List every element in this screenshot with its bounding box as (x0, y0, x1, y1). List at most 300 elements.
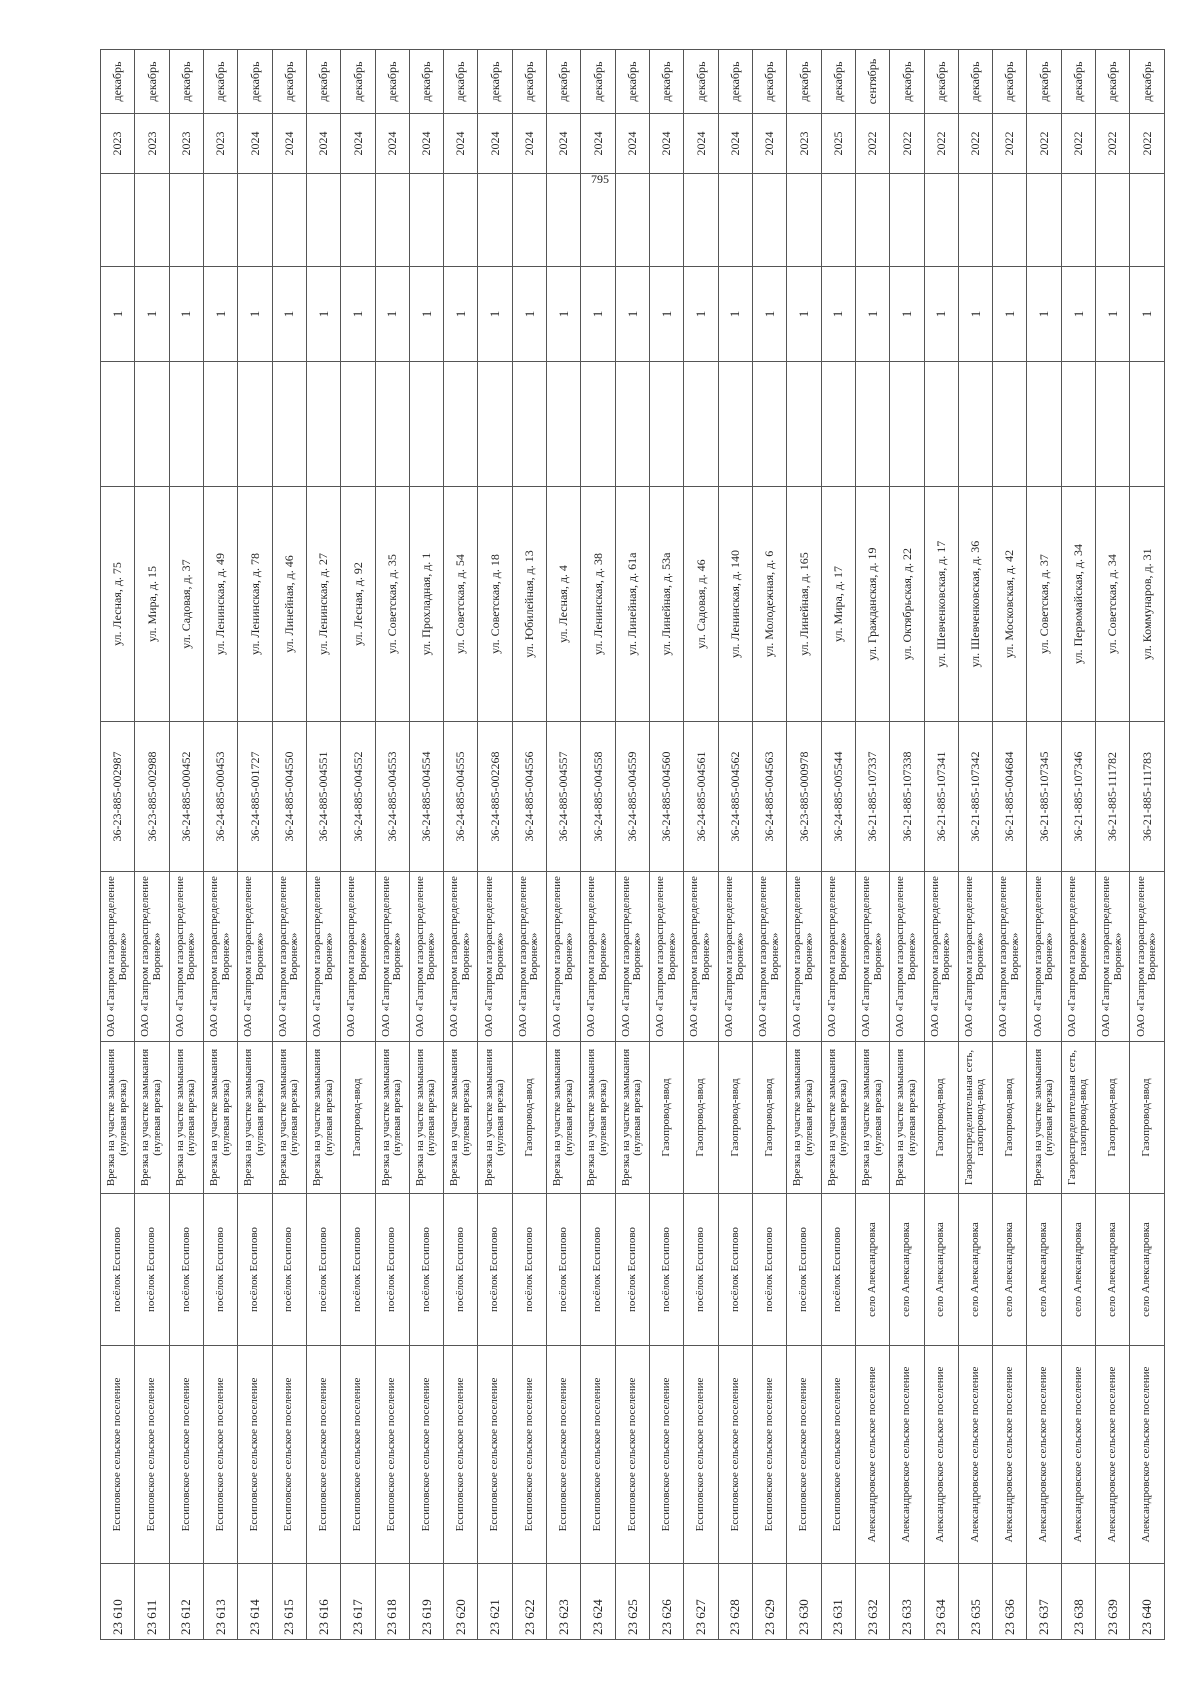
municipality-cell: Ессиповское сельское поселение (135, 1346, 169, 1564)
month-cell: сентябрь (855, 50, 889, 114)
quantity-cell: 1 (924, 267, 958, 362)
settlement-cell: посёлок Ессипово (444, 1194, 478, 1346)
empty-cell (855, 174, 889, 267)
row-number: 23 628 (718, 1564, 752, 1640)
table-row (821, 50, 855, 1640)
month-cell: декабрь (650, 50, 684, 114)
settlement-cell: посёлок Ессипово (272, 1194, 306, 1346)
object-code-cell: 36-21-885-004684 (993, 722, 1027, 872)
month-cell: декабрь (101, 50, 135, 114)
object-cell: Врезка на участке замыкания (нулевая врезка) (787, 1042, 821, 1194)
year-cell: 2023 (135, 114, 169, 174)
table-row (444, 50, 478, 1640)
empty-cell (993, 174, 1027, 267)
quantity-cell: 1 (650, 267, 684, 362)
month-cell: декабрь (615, 50, 649, 114)
organization-cell: ОАО «Газпром газораспределение Воронеж» (444, 872, 478, 1042)
address-cell: ул. Ленинская, д. 78 (238, 487, 272, 722)
municipality-cell: Ессиповское сельское поселение (306, 1346, 340, 1564)
object-code-cell: 36-24-885-005544 (821, 722, 855, 872)
quantity-cell: 1 (135, 267, 169, 362)
empty-cell (341, 174, 375, 267)
address-cell: ул. Советская, д. 37 (1027, 487, 1061, 722)
quantity-cell: 1 (821, 267, 855, 362)
table-row (924, 50, 958, 1640)
quantity-cell: 1 (1096, 267, 1130, 362)
object-code-cell: 36-24-885-004559 (615, 722, 649, 872)
month-cell: декабрь (341, 50, 375, 114)
row-number: 23 613 (203, 1564, 237, 1640)
table-row (512, 50, 546, 1640)
year-cell: 2024 (547, 114, 581, 174)
object-code-cell: 36-21-885-107341 (924, 722, 958, 872)
municipality-cell: Ессиповское сельское поселение (821, 1346, 855, 1564)
settlement-cell: село Александровка (890, 1194, 924, 1346)
municipality-cell: Александровское сельское поселение (1096, 1346, 1130, 1564)
empty-cell (684, 362, 718, 487)
object-cell: Врезка на участке замыкания (нулевая врезка) (169, 1042, 203, 1194)
year-cell: 2023 (203, 114, 237, 174)
empty-cell (1061, 362, 1095, 487)
quantity-cell: 1 (1061, 267, 1095, 362)
organization-cell: ОАО «Газпром газораспределение Воронеж» (718, 872, 752, 1042)
empty-cell (890, 174, 924, 267)
row-number: 23 624 (581, 1564, 615, 1640)
row-number: 23 631 (821, 1564, 855, 1640)
year-cell: 2024 (375, 114, 409, 174)
table-row (101, 50, 135, 1640)
empty-cell (787, 362, 821, 487)
object-code-cell: 36-23-885-002988 (135, 722, 169, 872)
object-cell: Врезка на участке замыкания (нулевая врезка) (203, 1042, 237, 1194)
object-cell: Врезка на участке замыкания (нулевая врезка) (547, 1042, 581, 1194)
municipality-cell: Ессиповское сельское поселение (512, 1346, 546, 1564)
row-number: 23 612 (169, 1564, 203, 1640)
object-code-cell: 36-24-885-001727 (238, 722, 272, 872)
month-cell: декабрь (752, 50, 786, 114)
year-cell: 2024 (238, 114, 272, 174)
object-cell: Газопровод-ввод (684, 1042, 718, 1194)
quantity-cell: 1 (958, 267, 992, 362)
object-code-cell: 36-24-885-004563 (752, 722, 786, 872)
year-cell: 2022 (1027, 114, 1061, 174)
settlement-cell: посёлок Ессипово (478, 1194, 512, 1346)
table-row (993, 50, 1027, 1640)
quantity-cell: 1 (718, 267, 752, 362)
empty-cell (752, 362, 786, 487)
year-cell: 2024 (512, 114, 546, 174)
object-code-cell: 36-24-885-000453 (203, 722, 237, 872)
empty-cell (1130, 174, 1165, 267)
empty-cell (203, 174, 237, 267)
table-row (752, 50, 786, 1640)
quantity-cell: 1 (890, 267, 924, 362)
settlement-cell: село Александровка (855, 1194, 889, 1346)
table-row (375, 50, 409, 1640)
object-code-cell: 36-24-885-004551 (306, 722, 340, 872)
settlement-cell: село Александровка (958, 1194, 992, 1346)
empty-cell (169, 362, 203, 487)
year-cell: 2024 (444, 114, 478, 174)
municipality-cell: Ессиповское сельское поселение (101, 1346, 135, 1564)
object-code-cell: 36-21-885-111783 (1130, 722, 1165, 872)
page-number: 795 (591, 172, 609, 186)
table-row (581, 50, 615, 1640)
address-cell: ул. Октябрьская, д. 22 (890, 487, 924, 722)
settlement-cell: посёлок Ессипово (409, 1194, 443, 1346)
address-cell: ул. Гражданская, д. 19 (855, 487, 889, 722)
year-cell: 2023 (169, 114, 203, 174)
empty-cell (478, 362, 512, 487)
object-code-cell: 36-24-885-004556 (512, 722, 546, 872)
organization-cell: ОАО «Газпром газораспределение Воронеж» (101, 872, 135, 1042)
month-cell: декабрь (306, 50, 340, 114)
row-number: 23 623 (547, 1564, 581, 1640)
settlement-cell: село Александровка (1096, 1194, 1130, 1346)
row-number: 23 638 (1061, 1564, 1095, 1640)
object-cell: Газопровод-ввод (924, 1042, 958, 1194)
empty-cell (169, 174, 203, 267)
organization-cell: ОАО «Газпром газораспределение Воронеж» (1061, 872, 1095, 1042)
settlement-cell: посёлок Ессипово (650, 1194, 684, 1346)
organization-cell: ОАО «Газпром газораспределение Воронеж» (752, 872, 786, 1042)
municipality-cell: Ессиповское сельское поселение (718, 1346, 752, 1564)
object-code-cell: 36-21-885-107338 (890, 722, 924, 872)
empty-cell (924, 174, 958, 267)
object-code-cell: 36-24-885-004558 (581, 722, 615, 872)
object-code-cell: 36-23-885-000978 (787, 722, 821, 872)
municipality-cell: Александровское сельское поселение (924, 1346, 958, 1564)
address-cell: ул. Линейная, д. 61а (615, 487, 649, 722)
settlement-cell: посёлок Ессипово (684, 1194, 718, 1346)
month-cell: декабрь (238, 50, 272, 114)
settlement-cell: посёлок Ессипово (135, 1194, 169, 1346)
municipality-cell: Ессиповское сельское поселение (272, 1346, 306, 1564)
row-number: 23 634 (924, 1564, 958, 1640)
object-cell: Газораспределительная сеть, газопровод-ввод (1061, 1042, 1095, 1194)
month-cell: декабрь (821, 50, 855, 114)
organization-cell: ОАО «Газпром газораспределение Воронеж» (855, 872, 889, 1042)
object-cell: Газопровод-ввод (752, 1042, 786, 1194)
quantity-cell: 1 (993, 267, 1027, 362)
settlement-cell: посёлок Ессипово (238, 1194, 272, 1346)
empty-cell (787, 174, 821, 267)
month-cell: декабрь (958, 50, 992, 114)
object-code-cell: 36-24-885-004552 (341, 722, 375, 872)
row-number: 23 626 (650, 1564, 684, 1640)
month-cell: декабрь (169, 50, 203, 114)
municipality-cell: Александровское сельское поселение (1061, 1346, 1095, 1564)
address-cell: ул. Первомайская, д. 34 (1061, 487, 1095, 722)
quantity-cell: 1 (684, 267, 718, 362)
year-cell: 2022 (1096, 114, 1130, 174)
object-cell: Врезка на участке замыкания (нулевая врезка) (444, 1042, 478, 1194)
empty-cell (375, 174, 409, 267)
organization-cell: ОАО «Газпром газораспределение Воронеж» (615, 872, 649, 1042)
table-row (169, 50, 203, 1640)
object-code-cell: 36-24-885-004550 (272, 722, 306, 872)
organization-cell: ОАО «Газпром газораспределение Воронеж» (203, 872, 237, 1042)
quantity-cell: 1 (169, 267, 203, 362)
rotated-table-wrapper (100, 50, 1165, 1640)
object-code-cell: 36-24-885-004557 (547, 722, 581, 872)
object-code-cell: 36-24-885-002268 (478, 722, 512, 872)
table-row (1096, 50, 1130, 1640)
empty-cell (821, 174, 855, 267)
empty-cell (547, 362, 581, 487)
settlement-cell: село Александровка (1130, 1194, 1165, 1346)
settlement-cell: посёлок Ессипово (306, 1194, 340, 1346)
row-number: 23 621 (478, 1564, 512, 1640)
row-number: 23 637 (1027, 1564, 1061, 1640)
address-cell: ул. Ленинская, д. 38 (581, 487, 615, 722)
month-cell: декабрь (547, 50, 581, 114)
empty-cell (478, 174, 512, 267)
year-cell: 2022 (855, 114, 889, 174)
organization-cell: ОАО «Газпром газораспределение Воронеж» (238, 872, 272, 1042)
month-cell: декабрь (1096, 50, 1130, 114)
table-row (650, 50, 684, 1640)
settlement-cell: село Александровка (1027, 1194, 1061, 1346)
year-cell: 2022 (993, 114, 1027, 174)
month-cell: декабрь (684, 50, 718, 114)
settlement-cell: посёлок Ессипово (341, 1194, 375, 1346)
row-number: 23 636 (993, 1564, 1027, 1640)
object-code-cell: 36-23-885-002987 (101, 722, 135, 872)
address-cell: ул. Советская, д. 34 (1096, 487, 1130, 722)
municipality-cell: Ессиповское сельское поселение (409, 1346, 443, 1564)
quantity-cell: 1 (203, 267, 237, 362)
object-cell: Газопровод-ввод (650, 1042, 684, 1194)
month-cell: декабрь (581, 50, 615, 114)
table-row (1027, 50, 1061, 1640)
quantity-cell: 1 (547, 267, 581, 362)
municipality-cell: Ессиповское сельское поселение (615, 1346, 649, 1564)
object-cell: Врезка на участке замыкания (нулевая врезка) (1027, 1042, 1061, 1194)
address-cell: ул. Линейная, д. 46 (272, 487, 306, 722)
quantity-cell: 1 (409, 267, 443, 362)
empty-cell (444, 362, 478, 487)
settlement-cell: посёлок Ессипово (752, 1194, 786, 1346)
year-cell: 2024 (650, 114, 684, 174)
municipality-cell: Александровское сельское поселение (890, 1346, 924, 1564)
municipality-cell: Ессиповское сельское поселение (684, 1346, 718, 1564)
municipality-cell: Ессиповское сельское поселение (341, 1346, 375, 1564)
organization-cell: ОАО «Газпром газораспределение Воронеж» (684, 872, 718, 1042)
object-cell: Врезка на участке замыкания (нулевая врезка) (478, 1042, 512, 1194)
object-code-cell: 36-24-885-004553 (375, 722, 409, 872)
organization-cell: ОАО «Газпром газораспределение Воронеж» (478, 872, 512, 1042)
object-cell: Газопровод-ввод (993, 1042, 1027, 1194)
row-number: 23 635 (958, 1564, 992, 1640)
object-cell: Врезка на участке замыкания (нулевая врезка) (581, 1042, 615, 1194)
empty-cell (238, 174, 272, 267)
object-code-cell: 36-24-885-004562 (718, 722, 752, 872)
empty-cell (135, 174, 169, 267)
empty-cell (650, 362, 684, 487)
address-cell: ул. Ленинская, д. 140 (718, 487, 752, 722)
month-cell: декабрь (512, 50, 546, 114)
empty-cell (1130, 362, 1165, 487)
organization-cell: ОАО «Газпром газораспределение Воронеж» (409, 872, 443, 1042)
empty-cell (135, 362, 169, 487)
table-row (409, 50, 443, 1640)
table-row (272, 50, 306, 1640)
row-number: 23 620 (444, 1564, 478, 1640)
organization-cell: ОАО «Газпром газораспределение Воронеж» (993, 872, 1027, 1042)
year-cell: 2023 (101, 114, 135, 174)
empty-cell (958, 174, 992, 267)
object-cell: Газопровод-ввод (1096, 1042, 1130, 1194)
empty-cell (272, 362, 306, 487)
year-cell: 2024 (478, 114, 512, 174)
organization-cell: ОАО «Газпром газораспределение Воронеж» (958, 872, 992, 1042)
organization-cell: ОАО «Газпром газораспределение Воронеж» (1027, 872, 1061, 1042)
empty-cell (203, 362, 237, 487)
empty-cell (1096, 174, 1130, 267)
table-row (684, 50, 718, 1640)
object-cell: Врезка на участке замыкания (нулевая врезка) (101, 1042, 135, 1194)
address-cell: ул. Линейная, д. 53а (650, 487, 684, 722)
address-cell: ул. Советская, д. 35 (375, 487, 409, 722)
month-cell: декабрь (272, 50, 306, 114)
empty-cell (890, 362, 924, 487)
empty-cell (341, 362, 375, 487)
municipality-cell: Ессиповское сельское поселение (581, 1346, 615, 1564)
quantity-cell: 1 (444, 267, 478, 362)
empty-cell (512, 362, 546, 487)
object-code-cell: 36-21-885-107342 (958, 722, 992, 872)
quantity-cell: 1 (101, 267, 135, 362)
object-code-cell: 36-24-885-004560 (650, 722, 684, 872)
year-cell: 2022 (924, 114, 958, 174)
address-cell: ул. Советская, д. 18 (478, 487, 512, 722)
quantity-cell: 1 (752, 267, 786, 362)
address-cell: ул. Молодежная, д. 6 (752, 487, 786, 722)
municipality-cell: Ессиповское сельское поселение (752, 1346, 786, 1564)
address-cell: ул. Шевченковская, д. 36 (958, 487, 992, 722)
organization-cell: ОАО «Газпром газораспределение Воронеж» (1130, 872, 1165, 1042)
object-code-cell: 36-21-885-107346 (1061, 722, 1095, 872)
settlement-cell: посёлок Ессипово (718, 1194, 752, 1346)
object-code-cell: 36-24-885-000452 (169, 722, 203, 872)
quantity-cell: 1 (272, 267, 306, 362)
municipality-cell: Ессиповское сельское поселение (478, 1346, 512, 1564)
empty-cell (718, 362, 752, 487)
quantity-cell: 1 (787, 267, 821, 362)
year-cell: 2024 (684, 114, 718, 174)
table-row (890, 50, 924, 1640)
row-number: 23 611 (135, 1564, 169, 1640)
table-row (1130, 50, 1165, 1640)
empty-cell (1027, 174, 1061, 267)
month-cell: декабрь (1130, 50, 1165, 114)
year-cell: 2024 (581, 114, 615, 174)
table-row (718, 50, 752, 1640)
quantity-cell: 1 (375, 267, 409, 362)
address-cell: ул. Лесная, д. 92 (341, 487, 375, 722)
organization-cell: ОАО «Газпром газораспределение Воронеж» (169, 872, 203, 1042)
row-number: 23 640 (1130, 1564, 1165, 1640)
year-cell: 2024 (306, 114, 340, 174)
row-number: 23 629 (752, 1564, 786, 1640)
row-number: 23 616 (306, 1564, 340, 1640)
year-cell: 2024 (272, 114, 306, 174)
empty-cell (101, 174, 135, 267)
municipality-cell: Ессиповское сельское поселение (238, 1346, 272, 1564)
object-cell: Газораспределительная сеть, газопровод-ввод (958, 1042, 992, 1194)
municipality-cell: Ессиповское сельское поселение (203, 1346, 237, 1564)
month-cell: декабрь (718, 50, 752, 114)
table-row (547, 50, 581, 1640)
month-cell: декабрь (409, 50, 443, 114)
municipality-cell: Александровское сельское поселение (1130, 1346, 1165, 1564)
table-row (1061, 50, 1095, 1640)
row-number: 23 622 (512, 1564, 546, 1640)
empty-cell (821, 362, 855, 487)
settlement-cell: посёлок Ессипово (169, 1194, 203, 1346)
municipality-cell: Ессиповское сельское поселение (444, 1346, 478, 1564)
municipality-cell: Александровское сельское поселение (855, 1346, 889, 1564)
empty-cell (581, 362, 615, 487)
row-number: 23 618 (375, 1564, 409, 1640)
organization-cell: ОАО «Газпром газораспределение Воронеж» (375, 872, 409, 1042)
object-code-cell: 36-21-885-107345 (1027, 722, 1061, 872)
object-cell: Врезка на участке замыкания (нулевая врезка) (306, 1042, 340, 1194)
table-row (615, 50, 649, 1640)
quantity-cell: 1 (1130, 267, 1165, 362)
object-code-cell: 36-21-885-111782 (1096, 722, 1130, 872)
year-cell: 2022 (890, 114, 924, 174)
empty-cell (650, 174, 684, 267)
table-row (478, 50, 512, 1640)
organization-cell: ОАО «Газпром газораспределение Воронеж» (787, 872, 821, 1042)
settlement-cell: посёлок Ессипово (787, 1194, 821, 1346)
quantity-cell: 1 (581, 267, 615, 362)
organization-cell: ОАО «Газпром газораспределение Воронеж» (512, 872, 546, 1042)
organization-cell: ОАО «Газпром газораспределение Воронеж» (272, 872, 306, 1042)
row-number: 23 639 (1096, 1564, 1130, 1640)
quantity-cell: 1 (478, 267, 512, 362)
object-cell: Газопровод-ввод (341, 1042, 375, 1194)
organization-cell: ОАО «Газпром газораспределение Воронеж» (924, 872, 958, 1042)
settlement-cell: посёлок Ессипово (821, 1194, 855, 1346)
empty-cell (615, 362, 649, 487)
row-number: 23 627 (684, 1564, 718, 1640)
month-cell: декабрь (135, 50, 169, 114)
address-cell: ул. Ленинская, д. 49 (203, 487, 237, 722)
organization-cell: ОАО «Газпром газораспределение Воронеж» (581, 872, 615, 1042)
municipality-cell: Ессиповское сельское поселение (169, 1346, 203, 1564)
address-cell: ул. Советская, д. 54 (444, 487, 478, 722)
row-number: 23 615 (272, 1564, 306, 1640)
object-code-cell: 36-21-885-107337 (855, 722, 889, 872)
object-cell: Врезка на участке замыкания (нулевая врезка) (135, 1042, 169, 1194)
quantity-cell: 1 (855, 267, 889, 362)
month-cell: декабрь (890, 50, 924, 114)
organization-cell: ОАО «Газпром газораспределение Воронеж» (1096, 872, 1130, 1042)
empty-cell (306, 362, 340, 487)
object-code-cell: 36-24-885-004554 (409, 722, 443, 872)
settlement-cell: село Александровка (924, 1194, 958, 1346)
address-cell: ул. Линейная, д. 165 (787, 487, 821, 722)
empty-cell (101, 362, 135, 487)
month-cell: декабрь (924, 50, 958, 114)
year-cell: 2024 (752, 114, 786, 174)
object-cell: Газопровод-ввод (718, 1042, 752, 1194)
month-cell: декабрь (203, 50, 237, 114)
gasification-table (100, 49, 1165, 1640)
